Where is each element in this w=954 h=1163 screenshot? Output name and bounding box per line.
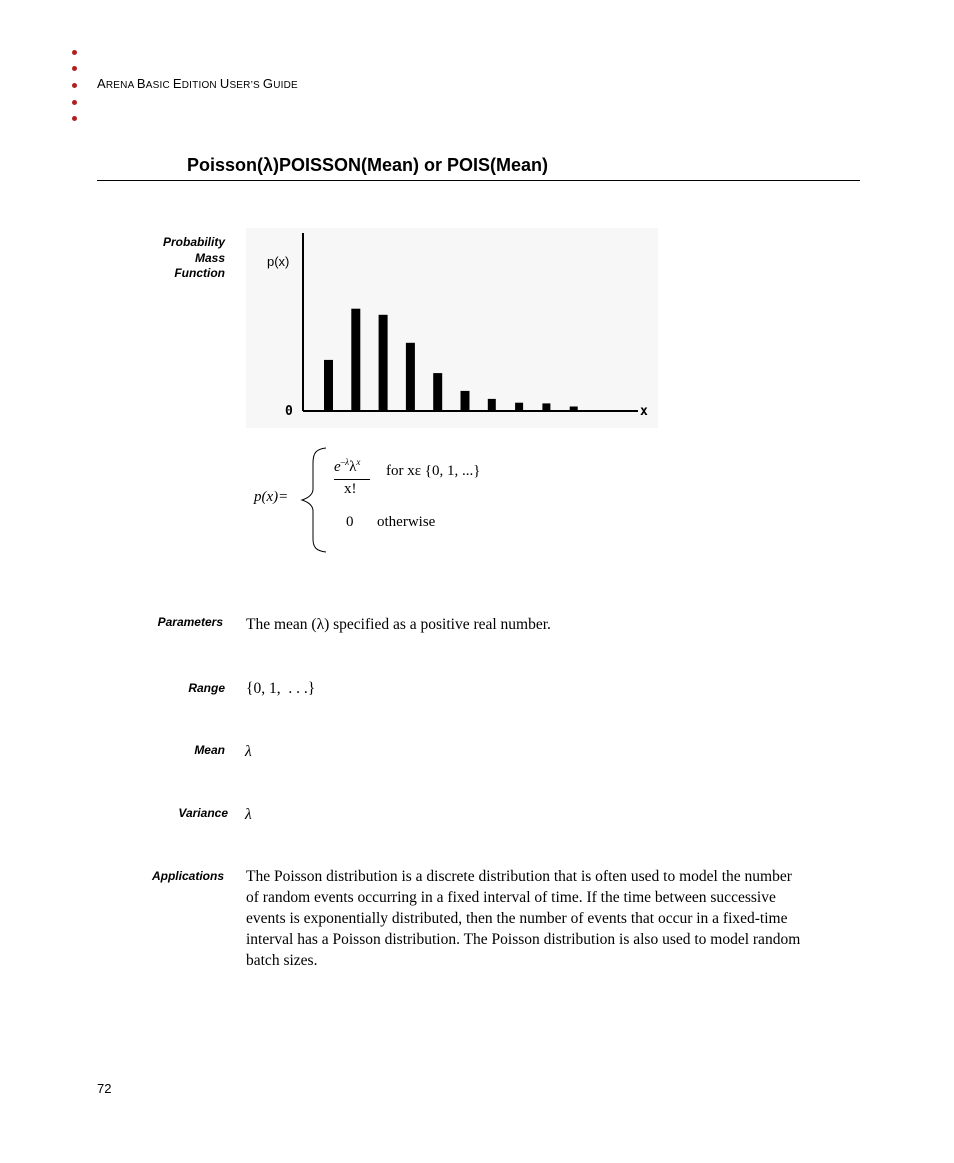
fraction-bar (334, 479, 370, 480)
variance-label: Variance (178, 806, 228, 820)
x-axis-label: x (640, 404, 648, 419)
bar (542, 403, 550, 411)
applications-line: of random events occurring in a fixed interval of time. If the time between successive (246, 889, 776, 906)
bars-group (324, 309, 578, 411)
bullet-dot (72, 50, 77, 55)
section-title: Poisson(λ)POISSON(Mean) or POIS(Mean) (187, 155, 549, 175)
range-text: {0, 1, . . .} (246, 680, 316, 697)
bullet-dot (72, 66, 77, 71)
range-label: Range (188, 681, 225, 695)
bar (488, 399, 496, 411)
y-axis-label: p(x) (267, 254, 290, 269)
formula-case-1: for xε {0, 1, ...} (386, 463, 481, 479)
pmf-formula (250, 445, 510, 555)
bar (351, 309, 360, 411)
applications-line: The Poisson distribution is a discrete distribution that is often used to model the number (246, 868, 792, 885)
bar (379, 315, 388, 411)
formula-denominator: x! (344, 481, 357, 497)
bar (515, 403, 523, 411)
applications-text (246, 866, 858, 971)
pmf-chart-svg (246, 228, 658, 428)
applications-line: interval has a Poisson distribution. The Poisson distribution is also used to model random (246, 931, 801, 948)
bar (461, 391, 470, 411)
pmf-label-line: Probability (162, 235, 225, 249)
pmf-label-line: Function (174, 266, 225, 280)
variance-text: λ (245, 806, 252, 823)
formula-case-2: otherwise (377, 514, 436, 530)
formula-numerator: $e^{-\lambda}\lambda^x$ (334, 457, 361, 475)
pmf-label (140, 235, 225, 282)
mean-text: λ (245, 743, 252, 760)
bullet-dot (72, 100, 77, 105)
pmf-chart (246, 228, 658, 428)
running-head: ARENA BASIC EDITION USER’S GUIDE (97, 76, 298, 91)
title-rule (97, 180, 860, 181)
origin-label: 0 (285, 404, 293, 419)
bullet-dot (72, 83, 77, 88)
formula-case-2-value: 0 (346, 514, 354, 530)
pmf-label-line: Mass (194, 250, 225, 265)
formula-brace (296, 445, 336, 555)
applications-label: Applications (151, 869, 224, 883)
applications-line: batch sizes. (246, 952, 318, 969)
bar (406, 343, 415, 411)
bullet-dot (72, 116, 77, 121)
bar (433, 373, 442, 411)
applications-line: events is exponentially distributed, then the number of events that occur in a fixed-time (246, 910, 788, 927)
parameters-text: The mean (λ) specified as a positive real number. (246, 616, 551, 633)
bar (324, 360, 333, 411)
page-number: 72 (97, 1081, 112, 1096)
parameters-label: Parameters (157, 615, 223, 629)
bar (570, 407, 578, 412)
formula-lhs: p(x)= (254, 489, 289, 505)
mean-label: Mean (194, 743, 225, 757)
